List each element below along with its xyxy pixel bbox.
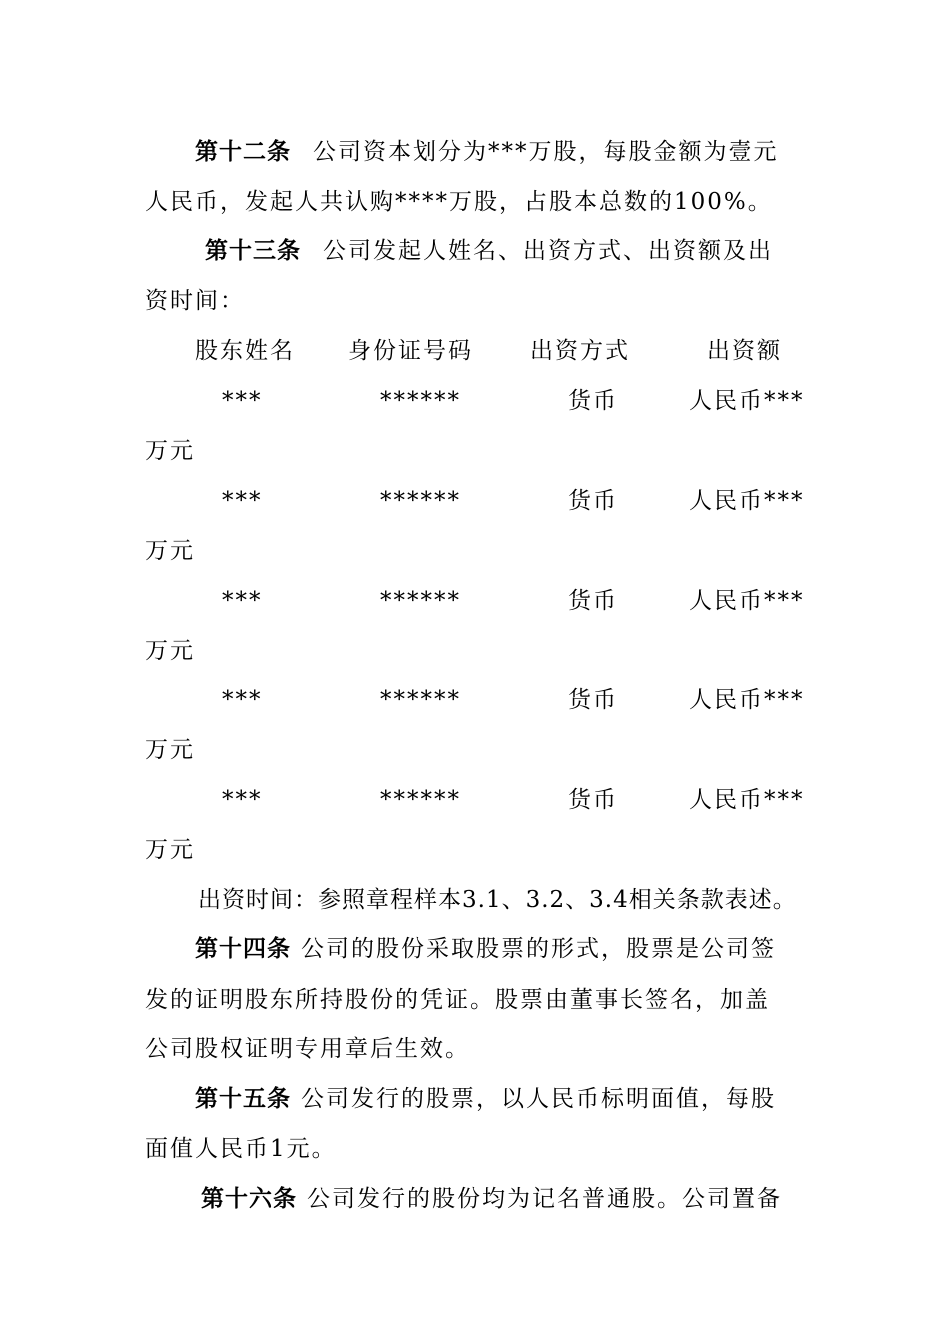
- table-row-5-method: 货币: [568, 787, 618, 813]
- contribution-time-note: 出资时间：参照章程样本3.1、3.2、3.4相关条款表述。: [198, 887, 797, 913]
- article-12-text-1: 公司资本划分为***万股，每股金额为壹元: [313, 139, 779, 165]
- table-row-3-amount: 人民币***: [689, 588, 805, 614]
- table-row-1-amount: 人民币***: [689, 388, 805, 414]
- table-header-method: 出资方式: [530, 338, 630, 364]
- article-14-text-1: 公司的股份采取股票的形式，股票是公司签: [301, 936, 776, 962]
- table-row-1-name: ***: [222, 388, 263, 414]
- article-12-line-2: 人民币，发起人共认购****万股，占股本总数的100%。: [145, 189, 773, 215]
- article-15-line-1: [195, 1084, 776, 1114]
- table-row-1-id-number: ******: [380, 388, 461, 414]
- table-header-id-number: 身份证号码: [348, 338, 473, 364]
- article-12-line-1: [195, 137, 779, 167]
- article-16-heading: 第十六条: [201, 1185, 297, 1212]
- table-row-3-id-number: ******: [380, 588, 461, 614]
- table-row-5-unit: 万元: [145, 837, 195, 863]
- table-row-5-id-number: ******: [380, 787, 461, 813]
- article-16-line-1: [201, 1184, 782, 1214]
- table-row-4-id-number: ******: [380, 687, 461, 713]
- table-row-5-name: ***: [222, 787, 263, 813]
- article-16-text-1: 公司发行的股份均为记名普通股。公司置备: [307, 1186, 782, 1212]
- article-15-line-2: 面值人民币1元。: [145, 1136, 337, 1162]
- table-row-3-name: ***: [222, 588, 263, 614]
- table-row-1-unit: 万元: [145, 438, 195, 464]
- table-row-4-method: 货币: [568, 687, 618, 713]
- table-row-4-name: ***: [222, 687, 263, 713]
- table-row-4-amount: 人民币***: [689, 687, 805, 713]
- article-12-heading: 第十二条: [195, 138, 291, 165]
- article-14-line-2: 发的证明股东所持股份的凭证。股票由董事长签名，加盖: [145, 987, 770, 1013]
- article-13-line-1: [205, 236, 773, 266]
- table-row-2-name: ***: [222, 488, 263, 514]
- table-row-2-unit: 万元: [145, 538, 195, 564]
- article-14-heading: 第十四条: [195, 935, 291, 962]
- article-14-line-3: 公司股权证明专用章后生效。: [145, 1036, 470, 1062]
- table-row-3-method: 货币: [568, 588, 618, 614]
- article-13-heading: 第十三条: [205, 237, 301, 264]
- table-row-2-id-number: ******: [380, 488, 461, 514]
- article-15-text-1: 公司发行的股票，以人民币标明面值，每股: [301, 1086, 776, 1112]
- table-header-amount: 出资额: [707, 338, 782, 364]
- article-14-line-1: [195, 934, 776, 964]
- article-15-heading: 第十五条: [195, 1085, 291, 1112]
- article-13-line-2: 资时间：: [145, 288, 245, 314]
- table-row-3-unit: 万元: [145, 638, 195, 664]
- table-row-5-amount: 人民币***: [689, 787, 805, 813]
- article-13-text-1: 公司发起人姓名、出资方式、出资额及出: [323, 238, 773, 264]
- table-row-1-method: 货币: [568, 388, 618, 414]
- table-row-2-amount: 人民币***: [689, 488, 805, 514]
- table-header-name: 股东姓名: [195, 338, 295, 364]
- table-row-2-method: 货币: [568, 488, 618, 514]
- table-row-4-unit: 万元: [145, 737, 195, 763]
